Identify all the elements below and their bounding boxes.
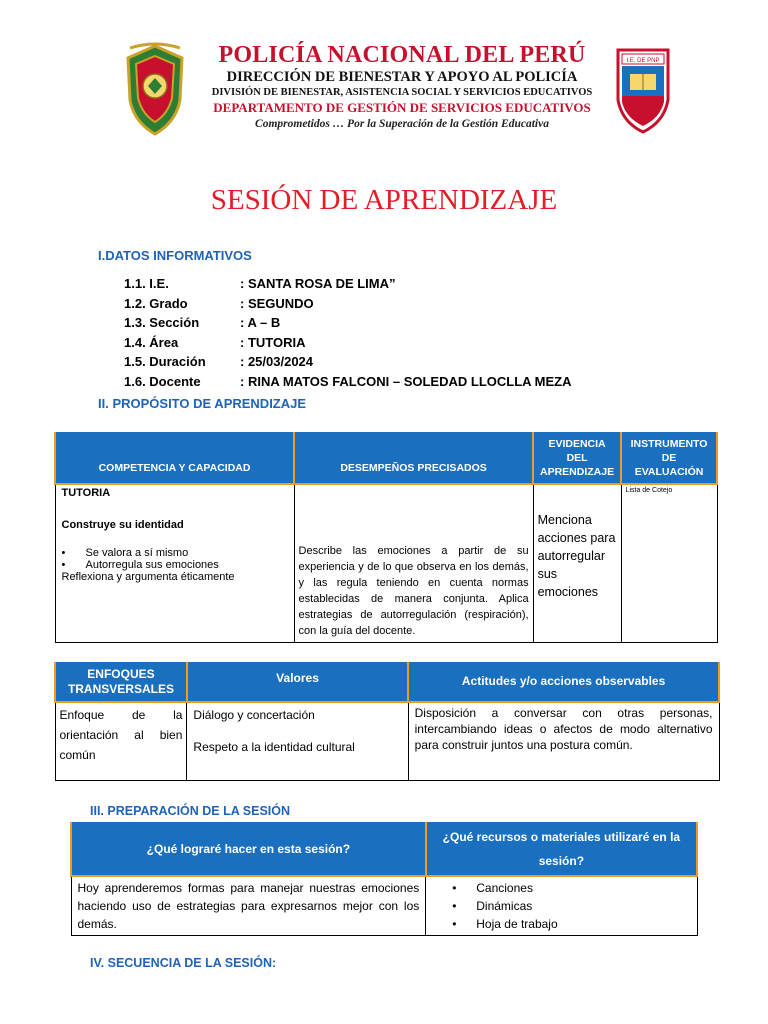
header-instrumento: INSTRUMENTO DE EVALUACIÓN: [621, 432, 717, 484]
actitudes-text: Disposición a conversar con otras personas, intercambiando ideas o afectos de modo alternativo para construir juntos una postura común.: [414, 706, 713, 752]
page-title: SESIÓN DE APRENDIZAJE: [210, 184, 558, 216]
valor-item: Respeto a la identidad cultural: [193, 740, 355, 754]
enfoque-text: Enfoque de la orientación al bien común: [59, 708, 183, 762]
header-line-2: DIRECCIÓN DE BIENESTAR Y APOYO AL POLICÍA: [226, 69, 578, 85]
actitudes-cell: [408, 702, 719, 780]
info-key: 1.5. Duración: [124, 354, 206, 369]
logro-text: Hoy aprenderemos formas para manejar nuestras emociones haciendo uso de estrategias para expresarnos mejor con los demás.: [77, 881, 420, 931]
header-logro: ¿Qué lograré hacer en esta sesión?: [71, 822, 426, 876]
info-row: [124, 354, 572, 374]
list-item: • Dinámicas: [452, 899, 533, 913]
info-row: [124, 374, 572, 394]
evidencia-text: Menciona acciones para autorregular sus emociones: [537, 513, 616, 599]
valor-item: Diálogo y concertación: [193, 708, 315, 722]
document-header: [112, 36, 672, 152]
header-recursos: ¿Qué recursos o materiales utilizaré en la sesión?: [426, 822, 697, 876]
info-row: [124, 296, 572, 316]
capacidad-extra: Reflexiona y argumenta éticamente: [61, 571, 235, 583]
info-key: 1.6. Docente: [124, 373, 201, 389]
info-key: 1.2. Grado: [124, 295, 188, 311]
school-crest-icon: [614, 40, 672, 136]
section-3-heading: III. PREPARACIÓN DE LA SESIÓN: [90, 804, 291, 818]
instrumento-text: Lista de Cotejo: [625, 487, 673, 494]
evidencia-cell: [533, 484, 621, 642]
info-value: : 25/03/2024: [240, 354, 314, 369]
header-competencia: COMPETENCIA Y CAPACIDAD: [55, 432, 294, 484]
desempeno-text: Describe las emociones a partir de su experiencia y de lo que observa en los demás, y las regula teniendo en cuenta normas establecidas de manera conjunta. Aplica estrategias de autorregulación (respiración), con la guía del docente.: [298, 545, 529, 637]
info-row: [124, 315, 572, 335]
section-4-heading: IV. SECUENCIA DE LA SESIÓN:: [90, 956, 277, 970]
header-line-3: DIVISIÓN DE BIENESTAR, ASISTENCIA SOCIAL Y SERVICIOS EDUCATIVOS: [211, 87, 593, 98]
info-key: 1.4. Área: [124, 334, 179, 350]
header-motto: Comprometidos … Por la Superación de la Gestión Educativa: [255, 118, 549, 130]
section-1-heading: I.DATOS INFORMATIVOS: [98, 248, 252, 263]
desempeno-cell: [294, 484, 533, 642]
instrumento-cell: [621, 484, 717, 642]
police-crest-icon: [120, 42, 190, 138]
list-item: • Se valora a sí mismo: [61, 547, 189, 559]
purpose-table: [54, 432, 718, 643]
competencia-cell: [55, 484, 294, 642]
header-desempenos: DESEMPEÑOS PRECISADOS: [294, 432, 533, 484]
info-value: : RINA MATOS FALCONI – SOLEDAD LLOCLLA MEZA: [240, 373, 572, 389]
list-item: • Canciones: [452, 881, 533, 895]
info-value: : SANTA ROSA DE LIMA”: [240, 276, 396, 291]
preparation-table: [70, 822, 698, 936]
info-key: 1.3. Sección: [124, 315, 200, 330]
list-item: • Autorregula sus emociones: [61, 559, 219, 571]
valores-cell: [187, 702, 408, 780]
list-item: • Hoja de trabajo: [452, 917, 558, 931]
header-line-1: POLICÍA NACIONAL DEL PERÚ: [218, 42, 586, 68]
info-row: [124, 276, 572, 296]
info-value: : SEGUNDO: [240, 295, 314, 311]
logro-cell: [71, 876, 426, 936]
competencia-title: TUTORIA: [61, 487, 111, 499]
recursos-cell: [426, 876, 697, 936]
enfoques-table: [54, 662, 720, 781]
header-line-4: DEPARTAMENTO DE GESTIÓN DE SERVICIOS EDUCATIVOS: [213, 100, 591, 115]
header-evidencia: EVIDENCIA DEL APRENDIZAJE: [533, 432, 621, 484]
competencia-sub: Construye su identidad: [61, 519, 184, 531]
crest-label: I.E. DE PNP: [626, 58, 660, 64]
enfoque-cell: [55, 702, 187, 780]
header-enfoques: ENFOQUES TRANSVERSALES: [55, 662, 187, 702]
header-valores: Valores: [187, 662, 408, 702]
header-actitudes: Actitudes y/o acciones observables: [408, 662, 719, 702]
info-value: : A – B: [240, 315, 281, 330]
info-row: [124, 335, 572, 355]
info-list: [124, 276, 572, 393]
info-key: 1.1. I.E.: [124, 276, 169, 291]
info-value: : TUTORIA: [240, 334, 306, 350]
section-2-heading: II. PROPÓSITO DE APRENDIZAJE: [98, 396, 307, 411]
header-text: [192, 42, 612, 132]
